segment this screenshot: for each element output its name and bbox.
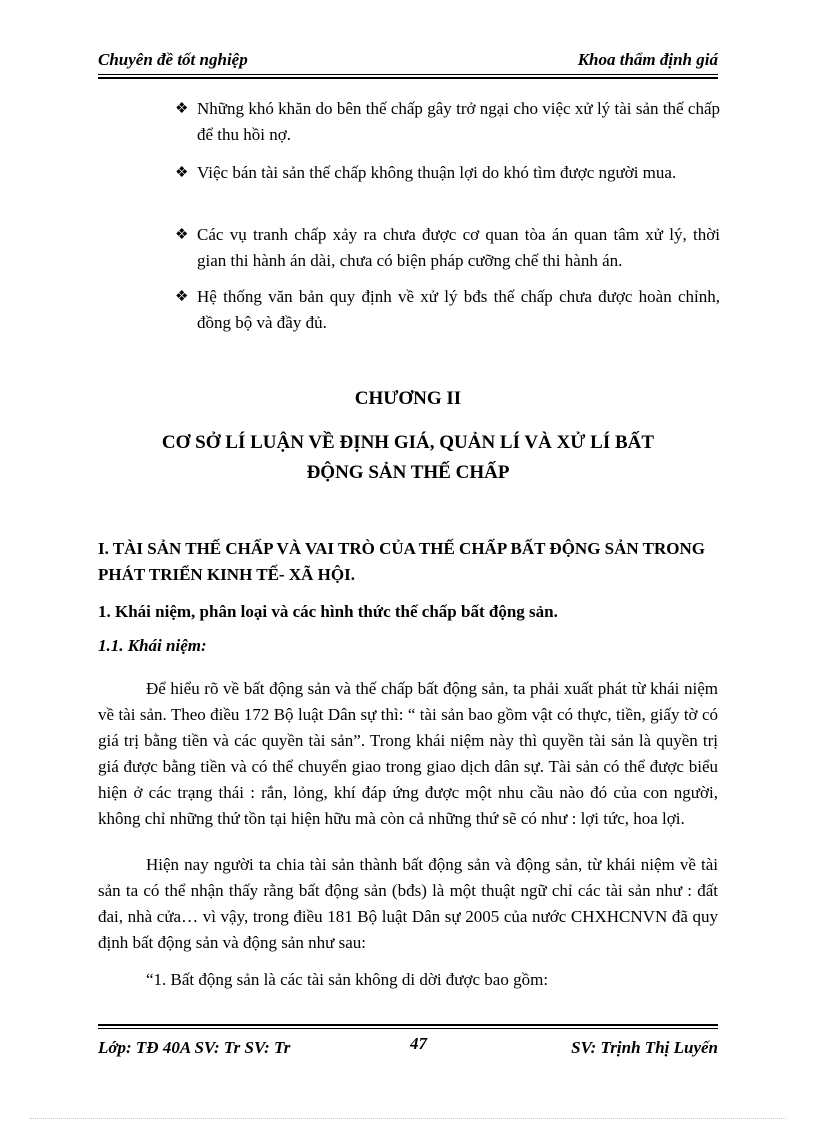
body-paragraph: Hiện nay người ta chia tài sản thành bất động sản và động sản, từ khái niệm về tài sản ta có thể nhận thấy rằng bất động sản (bđs) là một thuật ngữ chỉ các tài sản như : đất đai, nhà cửa… vì vậy, trong điều 181 Bộ luật Dân sự 2005 của nước CHXHCNVN đã quy định bất động sản và động sản như sau: [98, 855, 718, 952]
bullet-item [175, 160, 720, 186]
page-bottom-border [30, 1118, 786, 1119]
header-faculty: Khoa thẩm định giá [577, 50, 718, 69]
quote-line: “1. Bất động sản là các tài sản không di dời được bao gồm: [146, 970, 549, 989]
header-rule [98, 74, 718, 75]
header-course-title: Chuyên đề tốt nghiệp [98, 50, 248, 69]
page-footer [98, 1024, 718, 1064]
bullet-text: Việc bán tài sản thế chấp không thuận lợi do khó tìm được người mua. [197, 163, 677, 182]
bullet-item [175, 96, 720, 148]
chapter-number: CHƯƠNG II [354, 388, 462, 409]
subsection-heading: 1. Khái niệm, phân loại và các hình thức thế chấp bất động sản. [98, 602, 558, 621]
bullet-text: Những khó khăn do bên thế chấp gây trở ngại cho việc xử lý tài sản thế chấp để thu hồi nợ. [197, 99, 720, 144]
chapter-title-line: ĐỘNG SẢN THẾ CHẤP [306, 462, 510, 483]
footer-rule [98, 1028, 718, 1029]
footer-rule-thick [98, 1024, 718, 1026]
bullet-item [175, 222, 720, 274]
bullet-diamond-icon: ❖ [175, 289, 189, 305]
header-rule-thick [98, 77, 718, 79]
bullet-diamond-icon: ❖ [175, 165, 189, 181]
footer-student: SV: Trịnh Thị Luyến [571, 1038, 718, 1057]
footer-class: Lớp: TĐ 40A SV: Tr SV: Tr [98, 1038, 291, 1057]
chapter-title-line: CƠ SỞ LÍ LUẬN VỀ ĐỊNH GIÁ, QUẢN LÍ VÀ XỬ LÍ BẤT [161, 432, 655, 453]
body-paragraph: Để hiểu rõ về bất động sản và thế chấp bất động sản, ta phải xuất phát từ khái niệm về tài sản. Theo điều 172 Bộ luật Dân sự thì: “ tài sản bao gồm vật có thực, tiền, giấy tờ có giá trị bằng tiền và các quyền tài sản”. Trong khái niệm này thì quyền tài sản là quyền trị giá được bằng tiền và có thể chuyển giao trong giao dịch dân sự. Tài sản có thể được biểu hiện ở các trạng thái : rắn, lỏng, khí đáp ứng được một nhu cầu nào đó của con người, không chỉ những thứ tồn tại hiện hữu mà còn cả những thứ sẽ có như : lợi tức, hoa lợi. [98, 679, 718, 828]
bullet-diamond-icon: ❖ [175, 101, 189, 117]
bullet-diamond-icon: ❖ [175, 227, 189, 243]
page-header [98, 44, 718, 74]
subsubsection-heading: 1.1. Khái niệm: [98, 636, 207, 655]
page-number: 47 [410, 1034, 427, 1053]
bullet-text: Các vụ tranh chấp xảy ra chưa được cơ quan tòa án quan tâm xử lý, thời gian thi hành án dài, chưa có biện pháp cưỡng chế thi hành án. [197, 225, 720, 270]
chapter-title [98, 428, 718, 488]
section-heading: I. TÀI SẢN THẾ CHẤP VÀ VAI TRÒ CỦA THẾ CHẤP BẤT ĐỘNG SẢN TRONG PHÁT TRIỂN KINH TẾ- XÃ HỘI. [98, 539, 705, 584]
bullet-item [175, 284, 720, 336]
bullet-text: Hệ thống văn bản quy định về xử lý bđs thế chấp chưa được hoàn chỉnh, đồng bộ và đầy đủ. [197, 287, 720, 332]
